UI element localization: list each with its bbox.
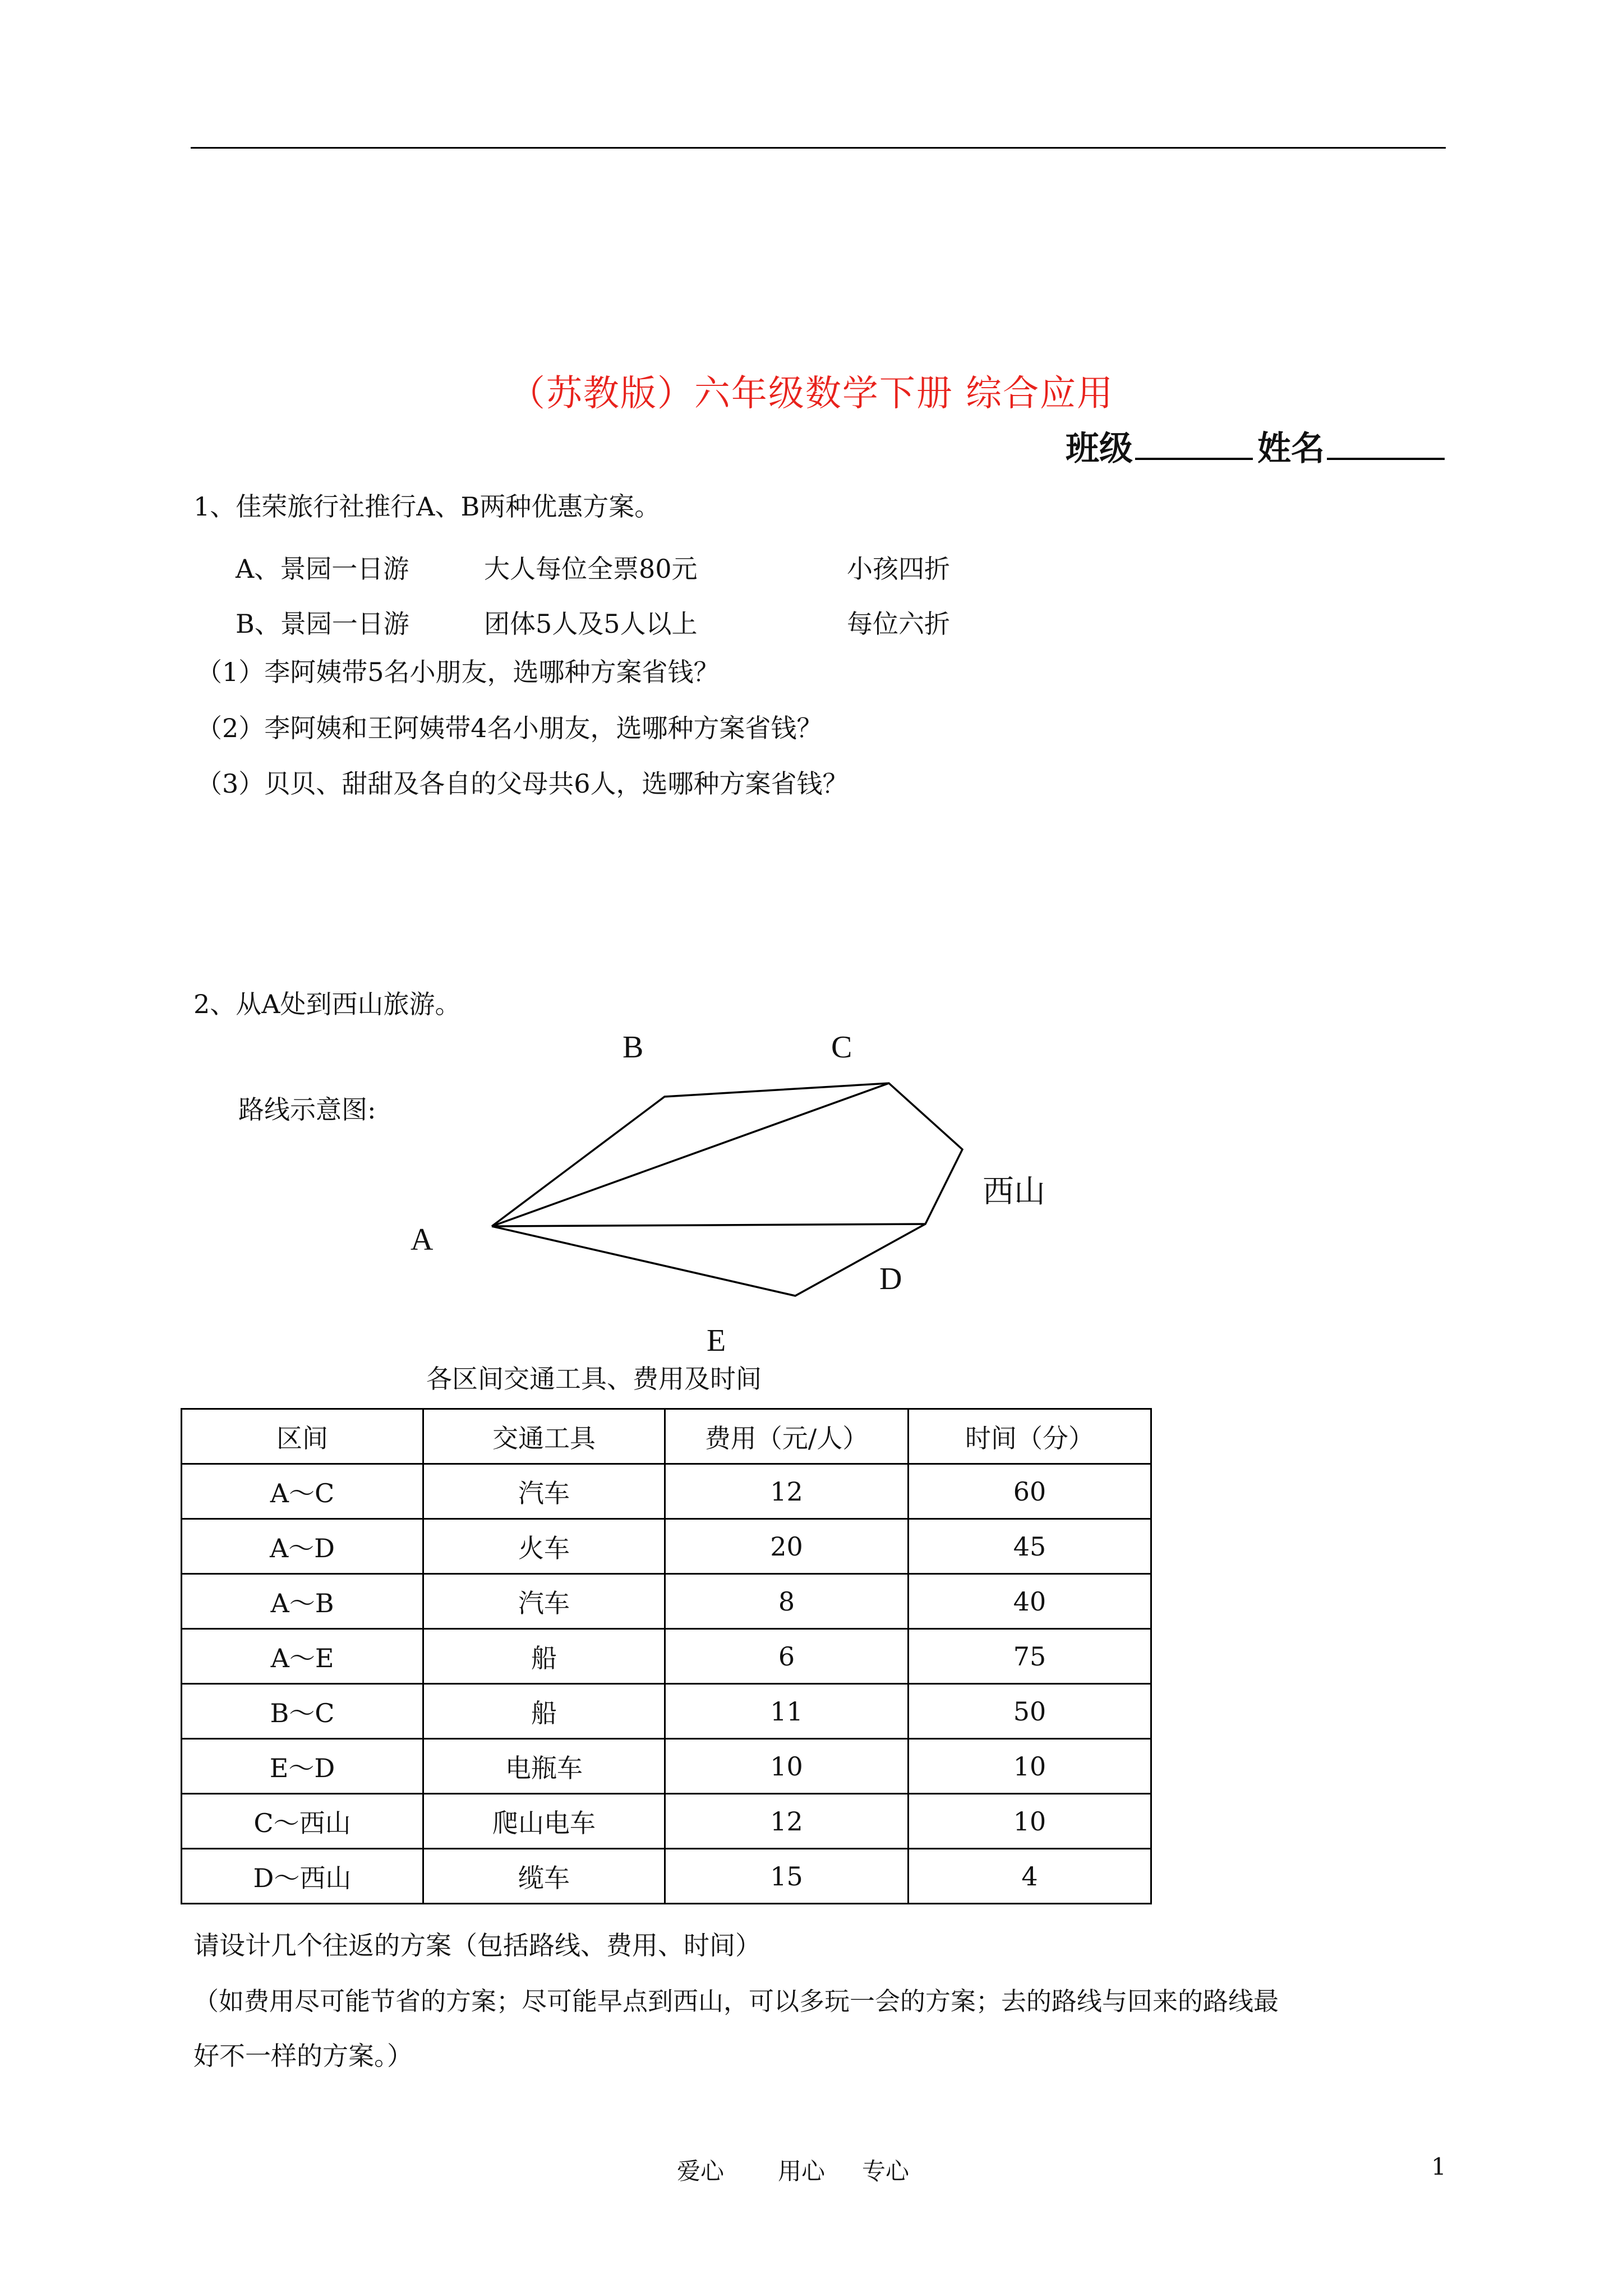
plan-b-rule: 团体5人及5人以上 [484, 609, 698, 639]
cell-transport: 船 [423, 1684, 665, 1739]
cell-fee: 20 [665, 1519, 909, 1574]
header-transport: 交通工具 [423, 1409, 665, 1464]
cell-segment: C～西山 [182, 1794, 423, 1849]
node-label-c: C [831, 1030, 852, 1065]
cell-segment: B～C [182, 1684, 423, 1739]
cell-transport: 爬山电车 [423, 1794, 665, 1849]
q1-sub-3: （3）贝贝、甜甜及各自的父母共6人，选哪种方案省钱？ [196, 769, 849, 799]
table-row [182, 1684, 1151, 1739]
cell-transport: 电瓶车 [423, 1739, 665, 1794]
table-row [182, 1574, 1151, 1629]
cell-transport: 缆车 [423, 1849, 665, 1904]
q1-sub-2: （2）李阿姨和王阿姨带4名小朋友，选哪种方案省钱？ [196, 713, 823, 743]
node-label-e: E [707, 1323, 726, 1358]
q1-prompt: 1、佳荣旅行社推行A、B两种优惠方案。 [193, 491, 661, 522]
cell-fee: 15 [665, 1849, 909, 1904]
cell-segment: A～D [182, 1519, 423, 1574]
header-rule [191, 147, 1446, 149]
cell-segment: A～E [182, 1629, 423, 1684]
page-title: （苏教版）六年级数学下册 综合应用 [509, 373, 1114, 415]
cell-time: 60 [909, 1464, 1151, 1519]
cell-time: 45 [909, 1519, 1151, 1574]
cell-segment: E～D [182, 1739, 423, 1794]
class-name-line [1066, 422, 1445, 470]
q2-note-line-2: 好不一样的方案。） [193, 2041, 413, 2071]
cell-transport: 汽车 [423, 1574, 665, 1629]
table-row [182, 1849, 1151, 1904]
name-blank [1327, 429, 1445, 460]
plan-a-rule: 大人每位全票80元 [484, 554, 698, 584]
cell-fee: 12 [665, 1464, 909, 1519]
cell-transport: 火车 [423, 1519, 665, 1574]
footer-slogan-3: 专心 [862, 2157, 910, 2185]
cell-transport: 船 [423, 1629, 665, 1684]
route-diagram [393, 1021, 1122, 1382]
fee-table [181, 1408, 1152, 1904]
cell-time: 40 [909, 1574, 1151, 1629]
footer-slogan-1: 爱心 [677, 2157, 725, 2185]
cell-segment: A～B [182, 1574, 423, 1629]
cell-time: 50 [909, 1684, 1151, 1739]
table-row [182, 1464, 1151, 1519]
plan-b-row [236, 604, 1021, 639]
cell-time: 10 [909, 1739, 1151, 1794]
cell-fee: 12 [665, 1794, 909, 1849]
plan-a-name: A、景园一日游 [236, 554, 409, 584]
table-row [182, 1629, 1151, 1684]
cell-segment: D～西山 [182, 1849, 423, 1904]
class-blank [1135, 429, 1253, 460]
header-segment: 区间 [182, 1409, 423, 1464]
q2-note-line-1: （如费用尽可能节省的方案；尽可能早点到西山，可以多玩一会的方案；去的路线与回来的路线最 [193, 1986, 1279, 2016]
route-a-c [492, 1083, 889, 1226]
diagram-label: 路线示意图: [238, 1094, 376, 1125]
route-a-d [492, 1224, 925, 1226]
table-row [182, 1519, 1151, 1574]
header-time: 时间（分） [909, 1409, 1151, 1464]
cell-fee: 10 [665, 1739, 909, 1794]
plan-a-discount: 小孩四折 [847, 554, 950, 584]
table-row [182, 1794, 1151, 1849]
class-label: 班级 [1066, 429, 1133, 468]
cell-time: 10 [909, 1794, 1151, 1849]
node-label-b: B [623, 1030, 644, 1065]
cell-fee: 8 [665, 1574, 909, 1629]
plan-b-discount: 每位六折 [847, 609, 950, 639]
cell-fee: 6 [665, 1629, 909, 1684]
plan-b-name: B、景园一日游 [236, 609, 409, 639]
node-label-west: 西山 [983, 1174, 1045, 1210]
table-row [182, 1739, 1151, 1794]
cell-segment: A～C [182, 1464, 423, 1519]
cell-time: 75 [909, 1629, 1151, 1684]
cell-transport: 汽车 [423, 1464, 665, 1519]
cell-fee: 11 [665, 1684, 909, 1739]
q2-instruction: 请设计几个往返的方案（包括路线、费用、时间） [193, 1930, 761, 1961]
cell-time: 4 [909, 1849, 1151, 1904]
plan-a-row [236, 549, 1021, 584]
page-number: 1 [1431, 2153, 1446, 2180]
header-fee: 费用（元/人） [665, 1409, 909, 1464]
q2-prompt: 2、从A处到西山旅游。 [193, 989, 461, 1019]
node-label-a: A [411, 1222, 434, 1257]
footer-slogan-2: 用心 [778, 2157, 826, 2185]
node-label-d: D [879, 1262, 902, 1296]
q1-sub-1: （1）李阿姨带5名小朋友，选哪种方案省钱？ [196, 657, 720, 687]
table-header-row [182, 1409, 1151, 1464]
name-label: 姓名 [1257, 429, 1325, 468]
table-caption: 各区间交通工具、费用及时间 [426, 1364, 762, 1394]
